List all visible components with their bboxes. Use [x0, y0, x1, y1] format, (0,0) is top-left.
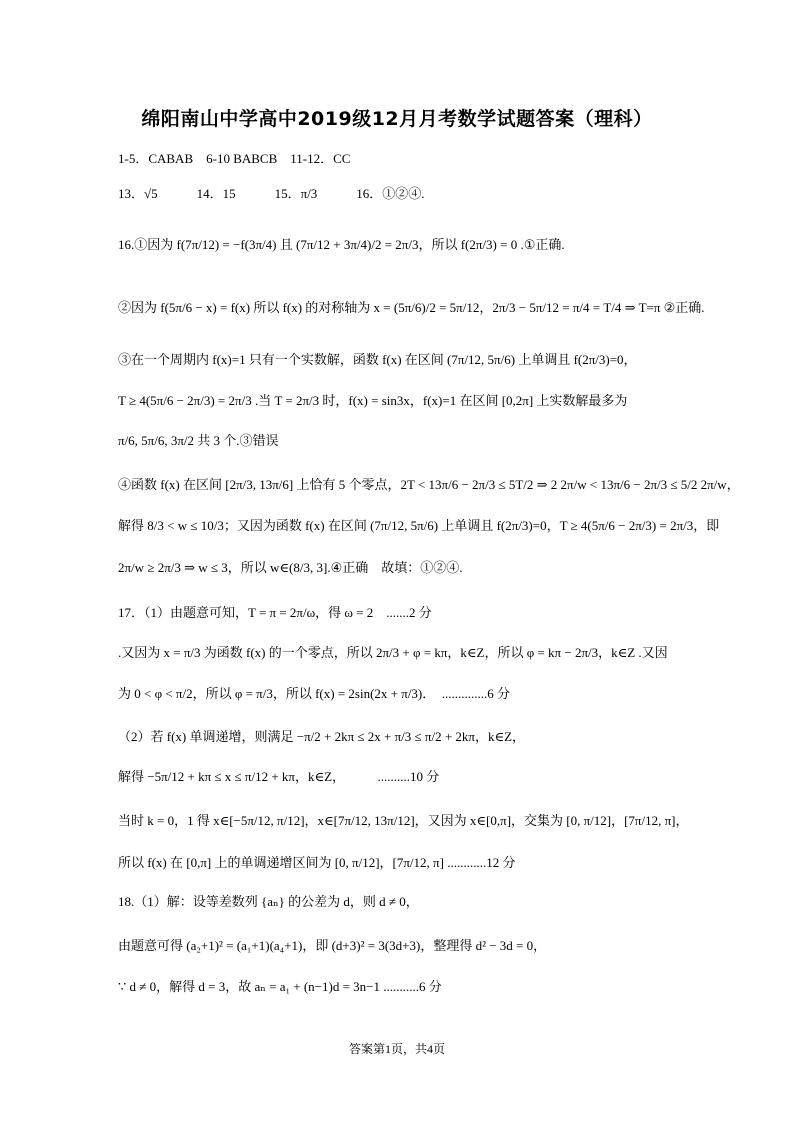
answer-line: 1-5．CABAB 6-10 BABCB 11-12．CC — [118, 151, 351, 166]
answer-line: 为 0 < φ < π/2，所以 φ = π/3，所以 f(x) = 2sin(2x + π/3)． ..............6 分 — [118, 686, 511, 701]
answer-line: 13．√5 14．15 15．π/3 16．①②④. — [118, 186, 425, 201]
page-footer: 答案第1页，共4页 — [348, 1042, 445, 1056]
answer-line: 解得 8/3 < w ≤ 10/3；又因为函数 f(x) 在区间 (7π/12, 5π/6) 上单调且 f(2π/3)=0，T ≥ 4(5π/6 − 2π/3) = 2π/3，即 — [118, 518, 720, 533]
answer-line: ③在一个周期内 f(x)=1 只有一个实数解，函数 f(x) 在区间 (7π/12, 5π/6) 上单调且 f(2π/3)=0， — [118, 352, 637, 367]
answer-line: ∵ d ≠ 0，解得 d = 3，故 aₙ = a₁ + (n−1)d = 3n−1 ...........6 分 — [118, 979, 442, 994]
answer-line: ④函数 f(x) 在区间 [2π/3, 13π/6] 上恰有 5 个零点，2T < 13π/6 − 2π/3 ≤ 5T/2 ⇒ 2 2π/w < 13π/6 − 2π/3 ≤ 5/2 2π/w， — [118, 477, 740, 492]
answer-line: 17．（1）由题意可知，T = π = 2π/ω，得 ω = 2 .......2 分 — [118, 605, 432, 620]
answer-line: 解得 −5π/12 + kπ ≤ x ≤ π/12 + kπ，k∈Z， ..........10 分 — [118, 769, 440, 784]
answer-line: 18.（1）解：设等差数列 {aₙ} 的公差为 d，则 d ≠ 0， — [118, 894, 419, 909]
answer-line: T ≥ 4(5π/6 − 2π/3) = 2π/3 .当 T = 2π/3 时，f(x) = sin3x，f(x)=1 在区间 [0,2π] 上实数解最多为 — [118, 393, 628, 408]
answer-line: 当时 k = 0，1 得 x∈[−5π/12, π/12]，x∈[7π/12, 13π/12]，又因为 x∈[0,π]，交集为 [0, π/12]，[7π/12, π]， — [118, 813, 689, 828]
page-title: 绵阳南山中学高中2019级12月月考数学试题答案（理科） — [141, 108, 653, 130]
answer-line: 所以 f(x) 在 [0,π] 上的单调递增区间为 [0, π/12]，[7π/12, π] ............12 分 — [118, 855, 516, 870]
answer-line: 16.①因为 f(7π/12) = −f(3π/4) 且 (7π/12 + 3π/4)/2 = 2π/3，所以 f(2π/3) = 0 .①正确. — [118, 237, 565, 252]
answer-line: 由题意可得 (a₂+1)² = (a₁+1)(a₄+1)，即 (d+3)² = 3(3d+3)，整理得 d² − 3d = 0， — [118, 938, 547, 953]
answer-line: π/6, 5π/6, 3π/2 共 3 个.③错误 — [118, 433, 279, 448]
answer-line: （2）若 f(x) 单调递增，则满足 −π/2 + 2kπ ≤ 2x + π/3 ≤ π/2 + 2kπ，k∈Z， — [118, 729, 526, 744]
answer-line: .又因为 x = π/3 为函数 f(x) 的一个零点，所以 2π/3 + φ = kπ，k∈Z，所以 φ = kπ − 2π/3，k∈Z .又因 — [118, 645, 668, 660]
answer-line: 2π/w ≥ 2π/3 ⇒ w ≤ 3，所以 w∈(8/3, 3].④正确 故填：①②④. — [118, 560, 463, 575]
answer-line: ②因为 f(5π/6 − x) = f(x) 所以 f(x) 的对称轴为 x = (5π/6)/2 = 5π/12，2π/3 − 5π/12 = π/4 = T/4 ⇒ T=π ②正确. — [118, 300, 705, 315]
